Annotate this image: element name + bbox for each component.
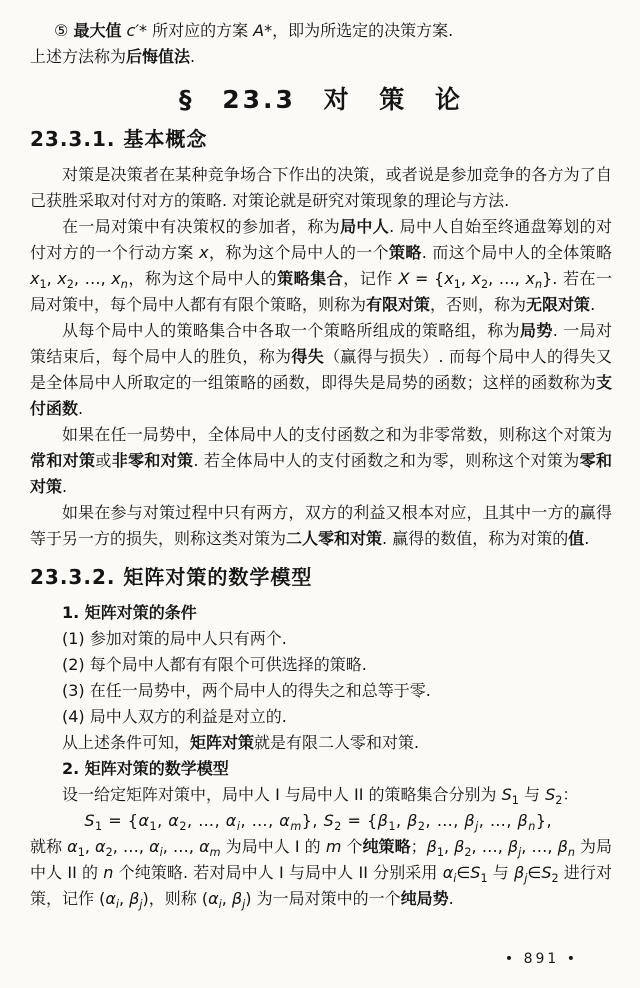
intro-line-max-value: ⑤ 最大值 c′* 所对应的方案 A*，即为所选定的决策方案. (54, 21, 454, 40)
condition-4: (4) 局中人双方的利益是对立的. (62, 707, 287, 726)
model-setup-sentence: 设一给定矩阵对策中，局中人 I 与局中人 II 的策略集合分别为 $S_1$ 与 $S_2$： (62, 785, 579, 808)
paragraph-definition-game: 对策是决策者在某种竞争场合下作出的决策，或者说是参加竞争的各方为了自己获胜采取对付对方的策略. 对策论就是研究对策现象的理论与方法. (30, 165, 612, 210)
conclusion-matrix-game: 从上述条件可知，矩阵对策就是有限二人零和对策. (62, 733, 420, 752)
paragraph-situation-payoff: 从每个局中人的策略集合中各取一个策略所组成的策略组，称为局势. 一局对策结束后，每个局中人的胜负，称为得失（赢得与损失）. 而每个局中人的得失又是全体局中人所取定的一组策略的函数，即得失是局势的函数；这样的函数称为支付函数. (30, 321, 612, 418)
page-number: • 891 • (504, 951, 578, 967)
condition-1: (1) 参加对策的局中人只有两个. (62, 629, 287, 648)
intro-line-method-name: 上述方法称为后悔值法. (30, 47, 196, 66)
paragraph-two-person-zero-sum: 如果在参与对策过程中只有两方，双方的利益又根本对应，且其中一方的赢得等于另一方的损失，则称这类对策为二人零和对策. 赢得的数值，称为对策的值. (30, 503, 612, 548)
list-item-conditions-heading: 1. 矩阵对策的条件 (62, 603, 197, 622)
section-title: § 23.3 对 策 论 (179, 85, 463, 114)
condition-3: (3) 在任一局势中，两个局中人的得失之和总等于零. (62, 681, 431, 700)
subsection-2-title: 23.3.2. 矩阵对策的数学模型 (30, 565, 313, 589)
paragraph-players-strategies: 在一局对策中有决策权的参加者，称为局中人. 局中人自始至终通盘筹划的对付对方的一个行动方案 x，称为这个局中人的一个策略. 而这个局中人的全体策略 $x_1$, $x_2$, …, $x_n$，称为这个局中人的策略集合，记作 $X = \{x_1$, $x_2$, …, $x_n$}. 若在一局对策中，每个局中人都有有限个策略，则称为有限对策，否则，称为无限对策. (30, 217, 613, 314)
list-item-model-heading: 2. 矩阵对策的数学模型 (62, 759, 229, 778)
paragraph-constant-sum: 如果在任一局势中，全体局中人的支付函数之和为非零常数，则称这个对策为常和对策或非零和对策. 若全体局中人的支付函数之和为零，则称这个对策为零和对策. (30, 425, 612, 496)
subsection-1-title: 23.3.1. 基本概念 (30, 127, 208, 151)
strategy-set-formula: $S_1 = \{\alpha_1$, $\alpha_2$, …, $\alpha_i$, …, $\alpha_m$}, $S_2 = \{\beta_1$, $\beta_2$, …, $\beta_j$, …, $\beta_n$}, (84, 811, 553, 834)
condition-2: (2) 每个局中人都有有限个可供选择的策略. (62, 655, 367, 674)
paragraph-pure-strategies: 就称 $\alpha_1$, $\alpha_2$, …, $\alpha_i$, …, $\alpha_m$ 为局中人 I 的 m 个纯策略；$\beta_1$, $\beta_2$, …, $\beta_j$, …, $\beta_n$ 为局中人 II 的 n 个纯策略. 若对局中人 I 与局中人 II 分别采用 $\alpha_i\in S_1$ 与 $\beta_j\in S_2$ 进行对策，记作 ($\alpha_i$, $\beta_j$)，则称 ($\alpha_i$, $\beta_j$) 为一局对策中的一个纯局势. (30, 837, 613, 912)
